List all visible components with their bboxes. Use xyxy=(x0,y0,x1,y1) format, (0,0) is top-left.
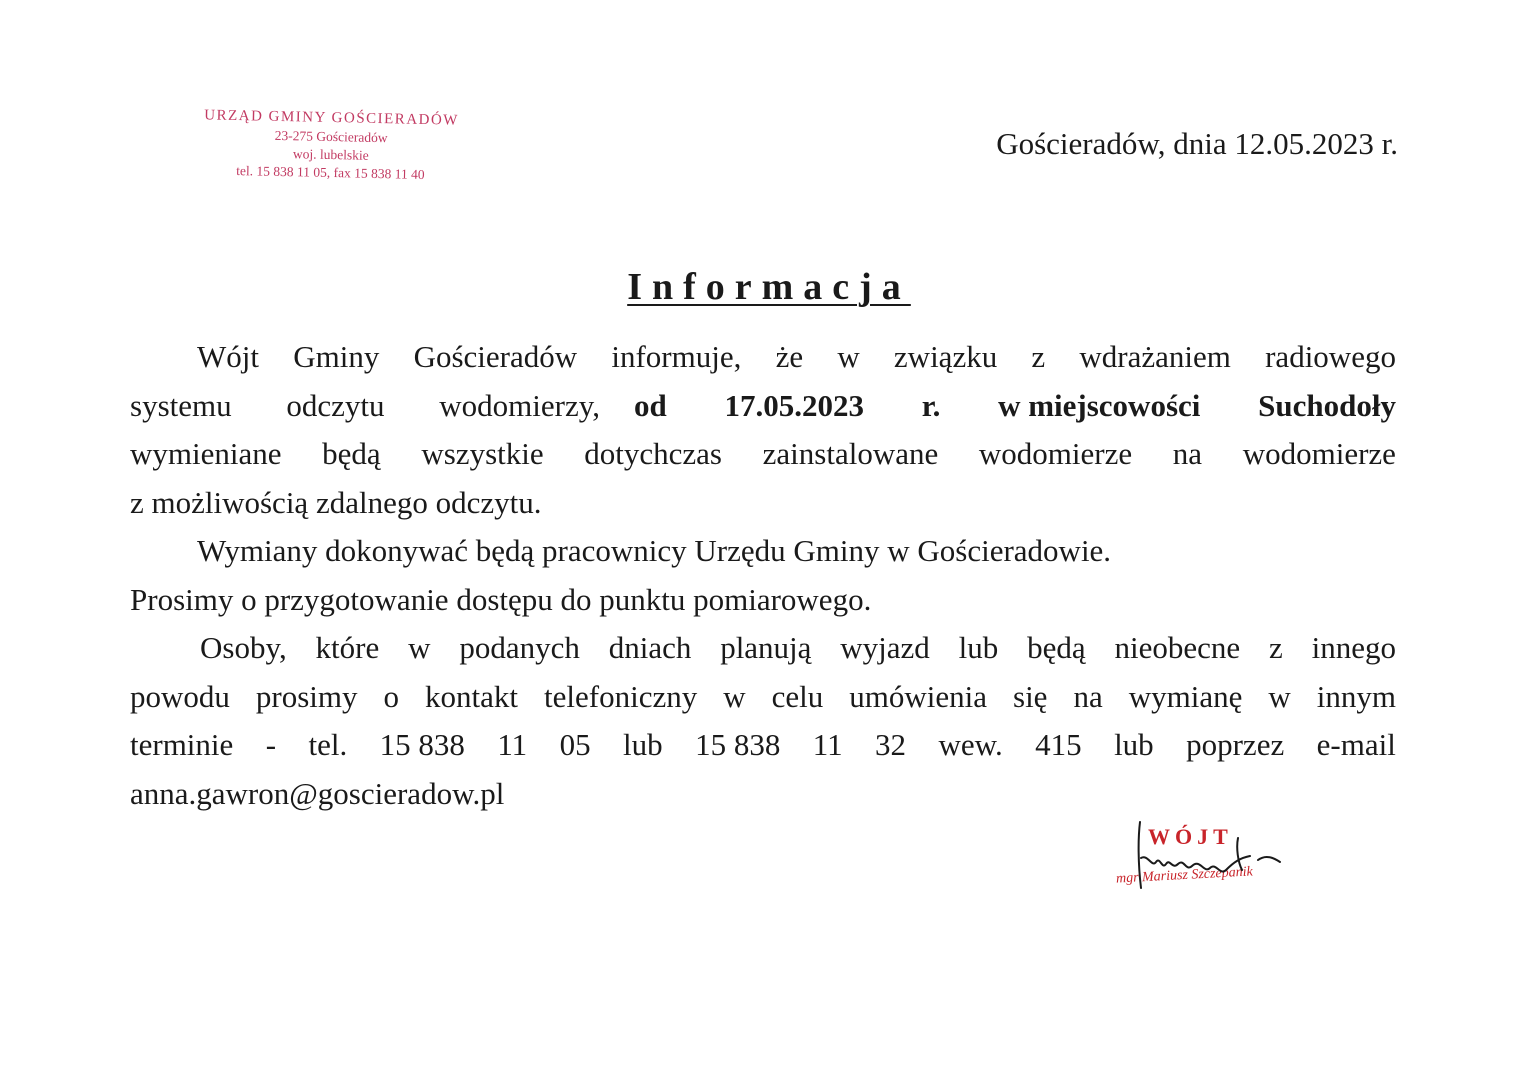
word: wyjazd xyxy=(840,630,930,665)
word: w xyxy=(408,630,431,665)
word: się xyxy=(1013,678,1048,714)
word: w xyxy=(1268,678,1291,714)
word: w miejscowości xyxy=(998,387,1201,423)
signature-name: mgr Mariusz Szczepanik xyxy=(1115,864,1254,887)
word: planują xyxy=(720,630,812,665)
word: podanych xyxy=(459,630,580,665)
word: o xyxy=(383,678,400,714)
word: wszystkie xyxy=(421,436,544,471)
p3-line: Prosimy o przygotowanie dostępu do punktu pomiarowego. xyxy=(130,581,872,617)
p4-line-2 xyxy=(130,673,1396,722)
word: lub xyxy=(958,630,999,665)
document-title: Informacja xyxy=(627,266,911,308)
word: zainstalowane xyxy=(762,436,939,471)
word: wodomierze xyxy=(1242,436,1396,471)
word: systemu xyxy=(130,387,232,423)
word: telefoniczny xyxy=(544,678,698,714)
word: Gminy xyxy=(293,339,380,374)
word: 05 xyxy=(559,727,591,762)
word: wdrażaniem xyxy=(1079,339,1231,374)
word: od xyxy=(634,387,667,423)
word: innego xyxy=(1311,630,1396,665)
p4-line-1 xyxy=(130,624,1396,673)
p1-line-2 xyxy=(130,382,1396,431)
word: e-mail xyxy=(1316,727,1396,762)
word: 17.05.2023 xyxy=(724,387,864,423)
word: lub xyxy=(623,727,663,762)
word: 32 xyxy=(875,727,907,762)
word: 15 838 xyxy=(695,727,781,762)
word: na xyxy=(1172,436,1203,471)
word: terminie xyxy=(130,727,234,762)
word: wymianę xyxy=(1128,678,1243,714)
document-title-wrap xyxy=(0,265,1528,309)
word: będą xyxy=(322,436,381,471)
word: związku xyxy=(893,339,998,374)
p1-line-2-regular xyxy=(130,382,600,431)
word: celu xyxy=(771,678,824,714)
word: wodomierzy, xyxy=(439,387,600,423)
word: odczytu xyxy=(286,387,385,423)
word: w xyxy=(837,339,860,374)
word: z xyxy=(1031,339,1046,374)
word: prosimy xyxy=(255,678,358,714)
word: poprzez xyxy=(1186,727,1285,762)
word: 11 xyxy=(812,727,843,762)
word: że xyxy=(775,339,804,374)
handwritten-signature-icon xyxy=(1108,818,1288,908)
word: Osoby, xyxy=(200,630,287,665)
stamp-phone-fax: tel. 15 838 11 05, fax 15 838 11 40 xyxy=(236,163,425,182)
p2-line: Wymiany dokonywać będą pracownicy Urzędu Gminy w Gościeradowie. xyxy=(197,533,1112,568)
word: które xyxy=(315,630,380,665)
office-stamp xyxy=(185,105,476,185)
p1-line-3 xyxy=(130,430,1396,479)
word: wodomierze xyxy=(978,436,1133,471)
signature-block xyxy=(1108,818,1288,908)
word: 15 838 xyxy=(379,727,465,762)
stamp-voivodeship: woj. lubelskie xyxy=(292,146,369,163)
word: 11 xyxy=(497,727,528,762)
word: na xyxy=(1073,678,1103,714)
word: z xyxy=(1269,630,1283,665)
word: lub xyxy=(1114,727,1154,762)
word: wymieniane xyxy=(130,436,282,471)
word: nieobecne xyxy=(1114,630,1241,665)
place-and-date: Gościeradów, dnia 12.05.2023 r. xyxy=(996,126,1398,161)
word: informuje, xyxy=(611,339,742,374)
stamp-postal-address: 23-275 Gościeradów xyxy=(274,127,388,146)
stamp-office-name: URZĄD GMINY GOŚCIERADÓW xyxy=(204,107,460,129)
word: będą xyxy=(1027,630,1086,665)
word: powodu xyxy=(130,678,230,714)
word: radiowego xyxy=(1265,339,1396,374)
word: umówienia xyxy=(849,678,987,714)
word: dniach xyxy=(608,630,692,665)
word: Wójt xyxy=(197,339,259,374)
p4-email: anna.gawron@goscieradow.pl xyxy=(130,775,505,811)
word: Suchodoły xyxy=(1258,387,1396,423)
word: - xyxy=(265,727,277,762)
p1-line-2-bold xyxy=(634,382,1396,431)
document-body xyxy=(130,333,1396,818)
p4-line-3 xyxy=(130,721,1396,770)
word: wew. xyxy=(938,727,1003,762)
signature-title: WÓJT xyxy=(1148,824,1233,849)
word: 415 xyxy=(1035,727,1082,762)
word: r. xyxy=(921,387,941,423)
word: Gościeradów xyxy=(413,339,578,374)
p1-line-4: z możliwością zdalnego odczytu. xyxy=(130,484,542,520)
word: tel. xyxy=(308,727,348,762)
word: innym xyxy=(1316,678,1396,714)
word: w xyxy=(723,678,746,714)
p1-line-1 xyxy=(130,333,1396,382)
word: kontakt xyxy=(425,678,519,714)
word: dotychczas xyxy=(584,436,722,471)
